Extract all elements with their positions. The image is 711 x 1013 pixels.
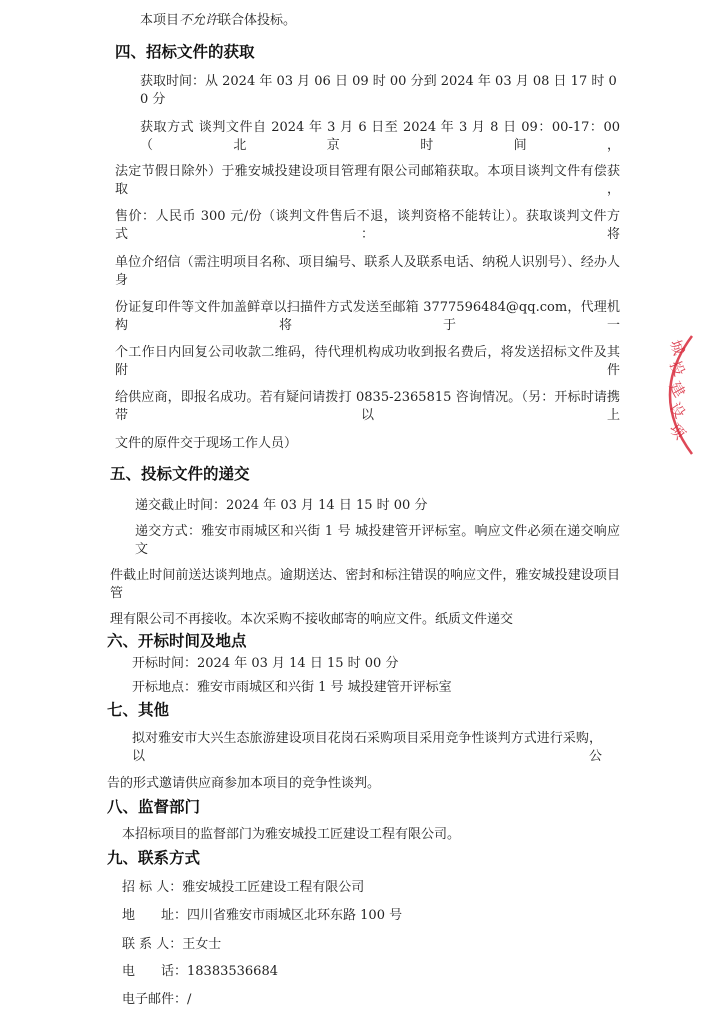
other-line: 拟对雅安市大兴生态旅游建设项目花岗石采购项目采用竞争性谈判方式进行采购，以公 — [132, 731, 602, 764]
obtain-method-line: 文件的原件交于现场工作人员） — [115, 436, 298, 451]
contact-value: / — [187, 992, 192, 1007]
contact-label: 电子邮件： — [122, 992, 188, 1007]
seal-character: 设 — [665, 399, 689, 422]
intro-pre: 本项目 — [140, 13, 180, 28]
obtain-method-line: 给供应商，即报名成功。若有疑问请拨打 0835-2365815 咨询情况。（另：开标时请携带以上 — [115, 390, 620, 423]
intro-post: 联合体投标。 — [218, 13, 297, 28]
obtain-method-line: 份证复印件等文件加盖鲜章以扫描件方式发送至邮箱 3777596484@qq.com，代理机构将于一 — [115, 300, 620, 333]
intro-line — [140, 12, 620, 30]
contact-label: 联 系 人： — [122, 937, 183, 952]
opening-place: 开标地点：雅安市雨城区和兴街 1 号 城投建管开评标室 — [132, 680, 452, 695]
obtain-method-line: 售价：人民币 300 元/份（谈判文件售后不退，谈判资格不能转让）。获取谈判文件方式：将 — [115, 209, 620, 242]
contact-person — [122, 936, 620, 954]
contact-value: 四川省雅安市雨城区北环东路 100 号 — [187, 908, 403, 923]
contact-value: 18383536684 — [187, 964, 278, 979]
obtain-method-line: 单位介绍信（需注明项目名称、项目编号、联系人及联系电话、纳税人识别号）、经办人身 — [115, 255, 620, 288]
obtain-method-line: 获取方式 谈判文件自 2024 年 3 月 6 日至 2024 年 3 月 8 日 09：00-17：00（北京时间， — [140, 120, 620, 153]
document-page — [0, 12, 711, 1013]
contact-label: 电 话： — [122, 964, 188, 979]
section-6-heading: 六、开标时间及地点 — [107, 632, 247, 650]
contact-label: 招 标 人： — [122, 880, 183, 895]
obtain-method-line: 个工作日内回复公司收款二维码，待代理机构成功收到报名费后，将发送招标文件及其附件 — [115, 345, 620, 378]
contact-address — [122, 907, 620, 925]
contact-email — [122, 991, 620, 1009]
opening-time: 开标时间：2024 年 03 月 14 日 15 时 00 分 — [132, 656, 399, 671]
obtain-method-line: 法定节假日除外）于雅安城投建设项目管理有限公司邮箱获取。本项目谈判文件有偿获取， — [115, 164, 620, 197]
submit-method-line: 递交方式：雅安市雨城区和兴街 1 号 城投建管开评标室。响应文件必须在递交响应文 — [135, 524, 620, 557]
seal-character: 投 — [665, 357, 689, 380]
section-7-heading: 七、其他 — [107, 701, 170, 719]
contact-label: 地 址： — [122, 908, 188, 923]
company-seal-stamp — [640, 330, 710, 460]
contact-value: 王女士 — [182, 937, 222, 952]
intro-italic: 不允许 — [179, 13, 219, 28]
section-4-heading: 四、招标文件的获取 — [115, 43, 255, 61]
other-line: 告的形式邀请供应商参加本项目的竞争性谈判。 — [107, 776, 381, 791]
section-5-heading: 五、投标文件的递交 — [110, 465, 250, 483]
seal-character: 项 — [665, 419, 690, 443]
submit-method-line: 理有限公司不再接收。本次采购不接收邮寄的响应文件。纸质文件递交 — [110, 612, 514, 627]
obtain-time: 获取时间：从 2024 年 03 月 06 日 09 时 00 分到 2024 年 03 月 08 日 17 时 00 分 — [140, 74, 617, 107]
seal-character: 建 — [665, 378, 689, 401]
section-9-heading: 九、联系方式 — [107, 849, 201, 867]
contact-tenderer — [122, 879, 620, 897]
supervision-text: 本招标项目的监督部门为雅安城投工匠建设工程有限公司。 — [122, 827, 461, 842]
submit-deadline: 递交截止时间：2024 年 03 月 14 日 15 时 00 分 — [135, 498, 428, 513]
contact-phone — [122, 963, 620, 981]
submit-method-line: 件截止时间前送达谈判地点。逾期送达、密封和标注错误的响应文件，雅安城投建设项目管 — [110, 568, 620, 601]
seal-character: 城 — [666, 337, 689, 358]
contact-value: 雅安城投工匠建设工程有限公司 — [182, 880, 365, 895]
section-8-heading: 八、监督部门 — [107, 798, 201, 816]
